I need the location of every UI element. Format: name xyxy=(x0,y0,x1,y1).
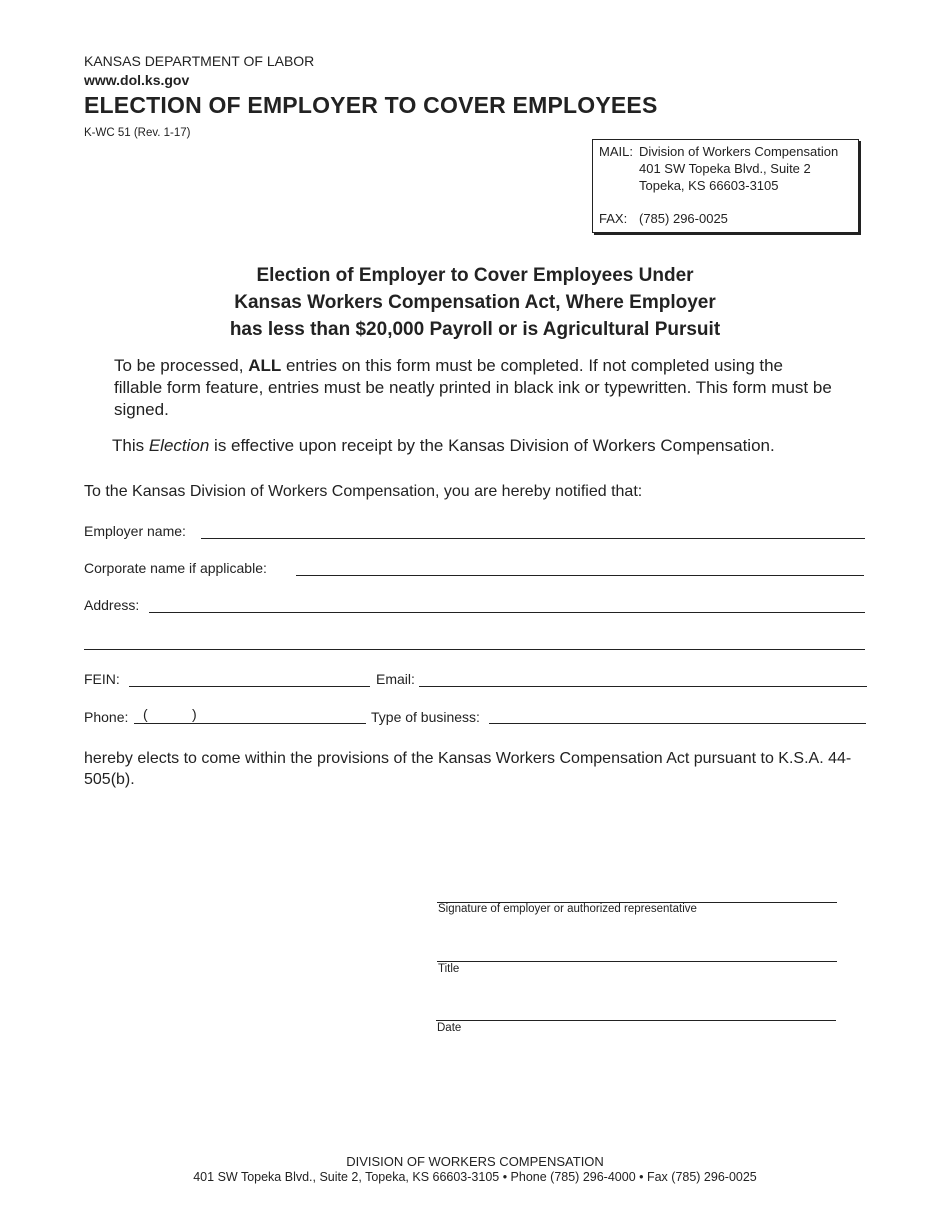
title-label: Title xyxy=(438,963,460,975)
subtitle-line-1: Election of Employer to Cover Employees Under xyxy=(256,265,694,286)
address-field-line-2[interactable] xyxy=(84,649,865,650)
fax-label: FAX: xyxy=(599,211,628,226)
effective-text-rest: is effective upon receipt by the Kansas Division of Workers Compensation. xyxy=(209,436,775,455)
footer-division: DIVISION OF WORKERS COMPENSATION xyxy=(346,1154,604,1169)
email-field[interactable] xyxy=(419,686,867,687)
fein-field[interactable] xyxy=(129,686,370,687)
email-label: Email: xyxy=(376,671,415,687)
phone-label: Phone: xyxy=(84,709,129,725)
type-of-business-label: Type of business: xyxy=(371,709,480,725)
title-field[interactable] xyxy=(437,961,837,962)
corporate-name-label: Corporate name if applicable: xyxy=(84,560,267,576)
date-label: Date xyxy=(437,1022,462,1034)
address-field-line-1[interactable] xyxy=(149,612,865,613)
instructions-paragraph xyxy=(114,355,834,421)
phone-area-close: ) xyxy=(192,706,197,722)
election-statement: hereby elects to come within the provisions of the Kansas Workers Compensation Act pursuant to K.S.A. 44-505(b). xyxy=(84,750,852,788)
notify-statement: To the Kansas Division of Workers Compensation, you are hereby notified that: xyxy=(84,483,643,500)
instructions-text-start: To be processed, xyxy=(114,356,249,375)
employer-name-label: Employer name: xyxy=(84,523,186,539)
instructions-text-rest: entries on this form must be completed. If not completed using the fillable form feature, entries must be neatly printed in black ink or typewritten. This form must be signed. xyxy=(114,356,832,419)
fein-label: FEIN: xyxy=(84,671,120,687)
agency-name: KANSAS DEPARTMENT OF LABOR xyxy=(84,53,315,69)
mail-address-box xyxy=(592,139,859,233)
effective-paragraph xyxy=(112,436,775,456)
address-label: Address: xyxy=(84,597,140,613)
effective-italic-election: Election xyxy=(148,436,210,455)
fax-number: (785) 296-0025 xyxy=(639,211,728,226)
type-of-business-field[interactable] xyxy=(489,723,866,724)
mail-label: MAIL: xyxy=(599,144,633,159)
form-number: K-WC 51 (Rev. 1-17) xyxy=(84,127,191,139)
employer-name-field[interactable] xyxy=(201,538,865,539)
effective-text-start: This xyxy=(112,436,149,455)
instructions-bold-all: ALL xyxy=(248,356,282,375)
date-field[interactable] xyxy=(436,1020,836,1021)
mail-line-2: 401 SW Topeka Blvd., Suite 2 xyxy=(639,161,811,176)
mail-line-3: Topeka, KS 66603-3105 xyxy=(639,178,779,193)
phone-area-open: ( xyxy=(143,706,148,722)
form-subtitle xyxy=(0,262,950,343)
footer-contact: 401 SW Topeka Blvd., Suite 2, Topeka, KS 66603-3105 • Phone (785) 296-4000 • Fax (785) 296-0025 xyxy=(193,1170,757,1184)
subtitle-line-2: Kansas Workers Compensation Act, Where Employer xyxy=(234,292,716,313)
website-url: www.dol.ks.gov xyxy=(84,72,190,88)
form-title: ELECTION OF EMPLOYER TO COVER EMPLOYEES xyxy=(84,92,658,118)
mail-line-1: Division of Workers Compensation xyxy=(639,144,839,159)
corporate-name-field[interactable] xyxy=(296,575,864,576)
phone-field[interactable] xyxy=(134,723,366,724)
subtitle-line-3: has less than $20,000 Payroll or is Agricultural Pursuit xyxy=(229,319,721,340)
signature-label: Signature of employer or authorized representative xyxy=(438,903,697,915)
